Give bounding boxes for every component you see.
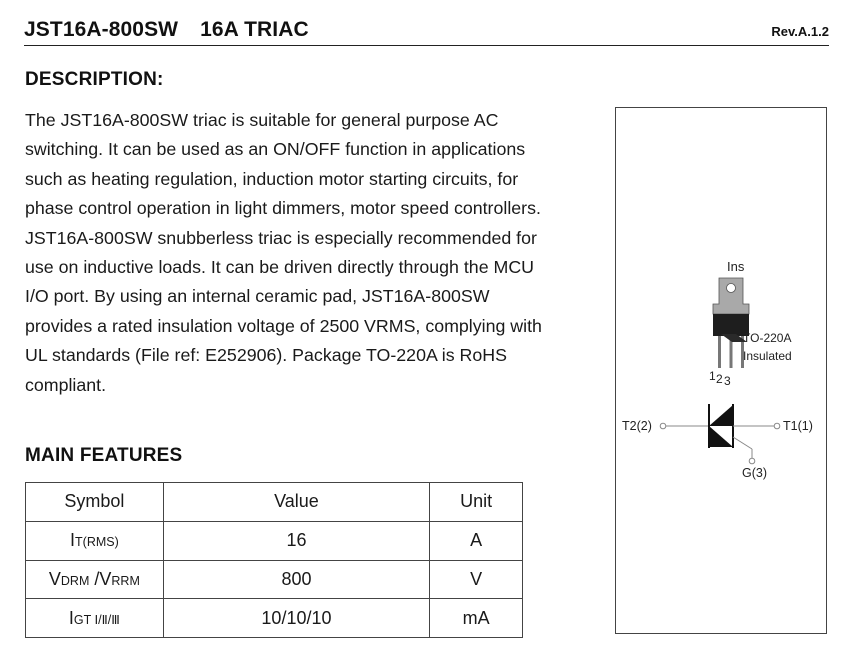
package-name-label: TO-220A [743,331,792,345]
description-line: I/O port. By using an internal ceramic pad, JST16A-800SW [25,286,490,307]
terminal-t1-label: T1(1) [783,419,813,433]
column-header-unit: Unit [430,483,523,522]
pin-1-label: 1 [709,369,716,383]
features-heading: MAIN FEATURES [25,445,183,466]
column-header-symbol: Symbol [26,483,164,522]
terminal-g-label: G(3) [742,466,767,480]
description-line: provides a rated insulation voltage of 2500 VRMS, complying with [25,315,542,336]
pin-3-label: 3 [724,374,731,388]
description-text [25,106,615,400]
value-cell: 10/10/10 [163,599,429,638]
table-row [26,560,523,599]
unit-cell: mA [430,599,523,638]
value-cell: 16 [163,521,429,560]
product-name: 16A TRIAC [200,18,309,41]
description-line: JST16A-800SW snubberless triac is especially recommended for [25,227,537,248]
unit-cell: A [430,521,523,560]
document-title [24,18,309,42]
description-line: compliant. [25,374,107,395]
package-diagram [616,108,828,635]
part-number: JST16A-800SW [24,18,179,41]
description-line: phase control operation in light dimmers, motor speed controllers. [25,198,541,219]
value-cell: 800 [163,560,429,599]
pin-2-label: 2 [716,372,723,386]
description-line: such as heating regulation, induction motor starting circuits, for [25,168,519,189]
terminal-t2-label: T2(2) [622,419,652,433]
symbol-cell: IT(RMS) [26,521,164,560]
triac-symbol-icon [660,404,780,464]
description-line: UL standards (File ref: E252906). Package TO-220A is RoHS [25,345,507,366]
ins-label: Ins [727,259,745,274]
table-row [26,521,523,560]
symbol-cell: IGT Ⅰ/Ⅱ/Ⅲ [26,599,164,638]
features-table [25,482,523,638]
unit-cell: V [430,560,523,599]
description-line: switching. It can be used as an ON/OFF function in applications [25,139,526,160]
description-heading: DESCRIPTION: [25,69,164,90]
package-note-label: Insulated [743,349,792,363]
table-header-row [26,483,523,522]
description-line: The JST16A-800SW triac is suitable for general purpose AC [25,110,499,130]
table-row [26,599,523,638]
description-line: use on inductive loads. It can be driven directly through the MCU [25,257,535,278]
revision-label: Rev.A.1.2 [771,24,829,39]
column-header-value: Value [163,483,429,522]
package-panel [615,107,827,634]
symbol-cell: VDRM /VRRM [26,560,164,599]
document-header [24,14,829,46]
